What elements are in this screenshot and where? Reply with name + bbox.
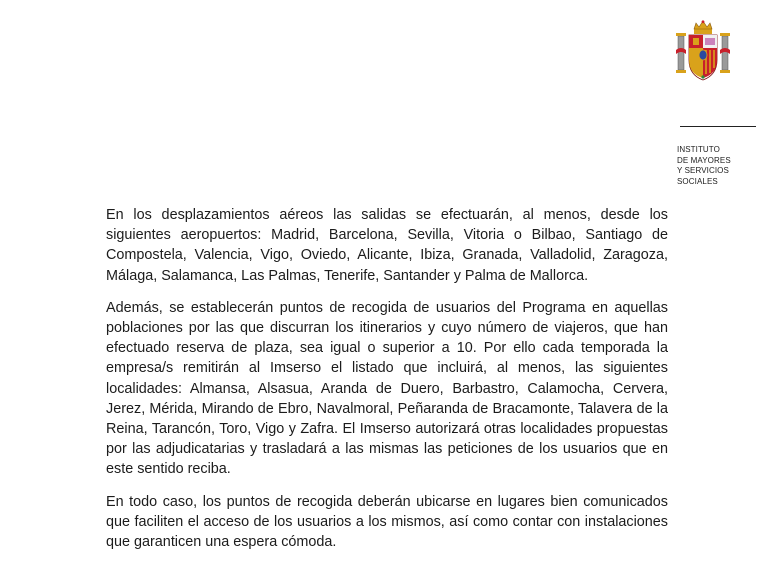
institute-line: DE MAYORES: [677, 155, 731, 165]
spain-coat-of-arms-icon: [672, 20, 734, 84]
paragraph-pickup-requirements: En todo caso, los puntos de recogida deberán ubicarse en lugares bien comunicados que faciliten el acceso de los usuarios a los mismos, así como contar con instalaciones que garanticen una espera cómoda.: [106, 493, 668, 551]
header-divider: [680, 126, 756, 127]
document-body: [106, 205, 668, 564]
institute-line: INSTITUTO: [677, 145, 720, 154]
paragraph-airports: En los desplazamientos aéreos las salidas se efectuarán, al menos, desde los siguientes aeropuertos: Madrid, Barcelona, Sevilla, Vitoria o Bilbao, Santiago de Compostela, Valencia, Vigo, Oviedo, Alicante, Ibiza, Granada, Valladolid, Zaragoza, Málaga, Salamanca, Las Palmas, Tenerife, Santander y Palma de Mallorca.: [106, 207, 668, 284]
institute-name: [677, 145, 731, 187]
institute-line: SOCIALES: [677, 176, 718, 186]
paragraph-pickup-points: Además, se establecerán puntos de recogida de usuarios del Programa en aquellas poblaciones por las que discurran los itinerarios y cuyo número de viajeros, que han efectuado reserva de plaza, sea igual o superior a 10. Por ello cada temporada la empresa/s remitirán al Imserso el listado que incluirá, al menos, las siguientes localidades: Almansa, Alsasua, Aranda de Duero, Barbastro, Calamocha, Cervera, Jerez, Mérida, Mirando de Ebro, Navalmoral, Peñaranda de Bracamonte, Talavera de la Reina, Tarancón, Toro, Vigo y Zafra. El Imserso autorizará otras localidades propuestas por las adjudicatarias y trasladará a las mismas las peticiones de los usuarios que en este sentido reciba.: [106, 299, 668, 478]
institute-line: Y SERVICIOS: [677, 166, 729, 175]
